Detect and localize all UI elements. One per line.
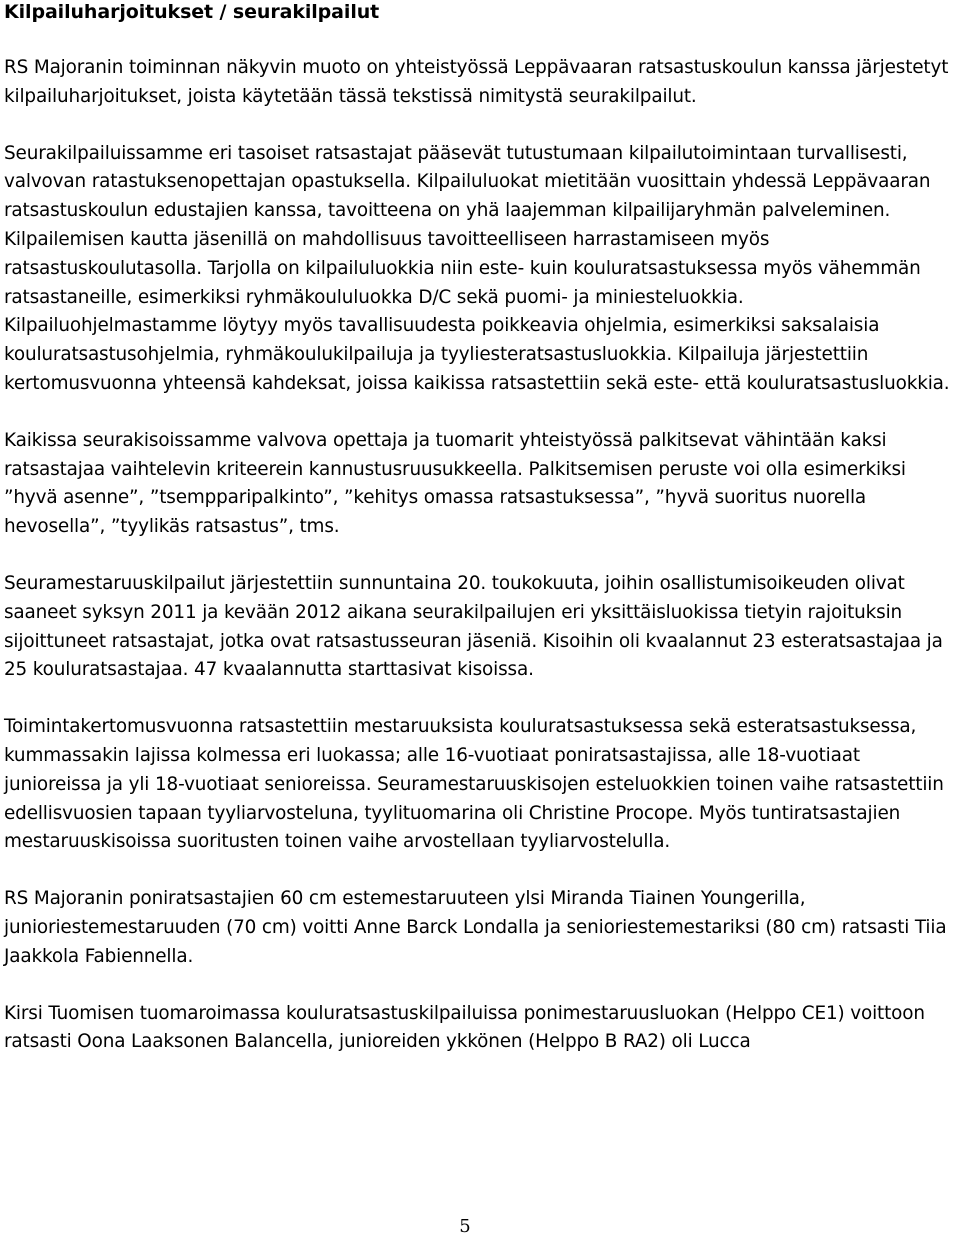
page-number: 5 bbox=[459, 1216, 471, 1237]
paragraph-jumping-results: RS Majoranin poniratsastajien 60 cm estemestaruuteen ylsi Miranda Tiainen Youngerilla, junioriestemestaruuden (70 cm) voitti Anne Barck Londalla ja senioriestemestariksi (80 cm) ratsasti Tiia Jaakkola Fabiennella. bbox=[4, 888, 947, 967]
paragraph-awards: Kaikissa seurakisoissamme valvova opettaja ja tuomarit yhteistyössä palkitsevat vähintään kaksi ratsastajaa vaihtelevin kriteerein kannustusruusukkeella. Palkitsemisen peruste voi olla esimerkiksi ”hyvä asenne”, ”tsempparipalkinto”, ”kehitys omassa ratsastuksessa”, ”hyvä suoritus nuorella hevosella”, ”tyylikäs ratsastus”, tms. bbox=[4, 429, 906, 538]
paragraph-intro: RS Majoranin toiminnan näkyvin muoto on yhteistyössä Leppävaaran ratsastuskoulun kanssa järjestetyt kilpailuharjoitukset, joista käytetään tässä tekstissä nimitystä seurakilpailut. bbox=[4, 57, 949, 107]
paragraph-club-championships: Seuramestaruuskilpailut järjestettiin sunnuntaina 20. toukokuuta, joihin osallistumisoikeuden olivat saaneet syksyn 2011 ja kevään 2012 aikana seurakilpailujen eri yksittäisluokissa tietyin rajoituksin sijoittuneet ratsastajat, jotka ovat ratsastusseuran jäseniä. Kisoihin oli kvaalannut 23 esteratsastajaa ja 25 kouluratsastajaa. 47 kvaalannutta starttasivat kisoissa. bbox=[4, 572, 943, 681]
paragraph-competition-levels: Seurakilpailuissamme eri tasoiset ratsastajat pääsevät tutustumaan kilpailutoimintaan turvallisesti, valvovan ratastuksenopettajan opastuksella. Kilpailuluokat mietitään vuosittain yhdessä Leppävaaran ratsastuskoulun edustajien kanssa, tavoitteena on yhä laajemman kilpailijaryhmän palveleminen. Kilpailemisen kautta jäsenillä on mahdollisuus tavoitteelliseen harrastamiseen myös ratsastuskoulutasolla. Tarjolla on kilpailuluokkia niin este- kuin kouluratsastuksessa myös vähemmän ratsastaneille, esimerkiksi ryhmäkoululuokka D/C sekä puomi- ja miniesteluokkia. Kilpailuohjelmastamme löytyy myös tavallisuudesta poikkeavia ohjelmia, esimerkiksi saksalaisia kouluratsastusohjelmia, ryhmäkoulukilpailuja ja tyyliesteratsastusluokkia. Kilpailuja järjestettiin kertomusvuonna yhteensä kahdeksat, joissa kaikissa ratsastettiin sekä este- että kouluratsastusluokkia. bbox=[4, 142, 950, 394]
paragraph-championship-classes: Toimintakertomusvuonna ratsastettiin mestaruuksista kouluratsastuksessa sekä esteratsastuksessa, kummassakin lajissa kolmessa eri luokassa; alle 16-vuotiaat poniratsastajissa, alle 18-vuotiaat junioreissa ja yli 18-vuotiaat senioreissa. Seuramestaruuskisojen esteluokkien toinen vaihe ratsastettiin edellisvuosien tapaan tyyliarvosteluna, tyylituomarina oli Christine Procope. Myös tuntiratsastajien mestaruuskisoissa suoritusten toinen vaihe arvostellaan tyyliarvostelulla. bbox=[4, 716, 944, 853]
document-page bbox=[4, 0, 954, 1057]
paragraph-dressage-results: Kirsi Tuomisen tuomaroimassa kouluratsastuskilpailuissa ponimestaruusluokan (Helppo CE1) voittoon ratsasti Oona Laaksonen Balancella, junioreiden ykkönen (Helppo B RA2) oli Lucca bbox=[4, 1002, 925, 1053]
section-title: Kilpailuharjoitukset / seurakilpailut bbox=[4, 1, 380, 23]
